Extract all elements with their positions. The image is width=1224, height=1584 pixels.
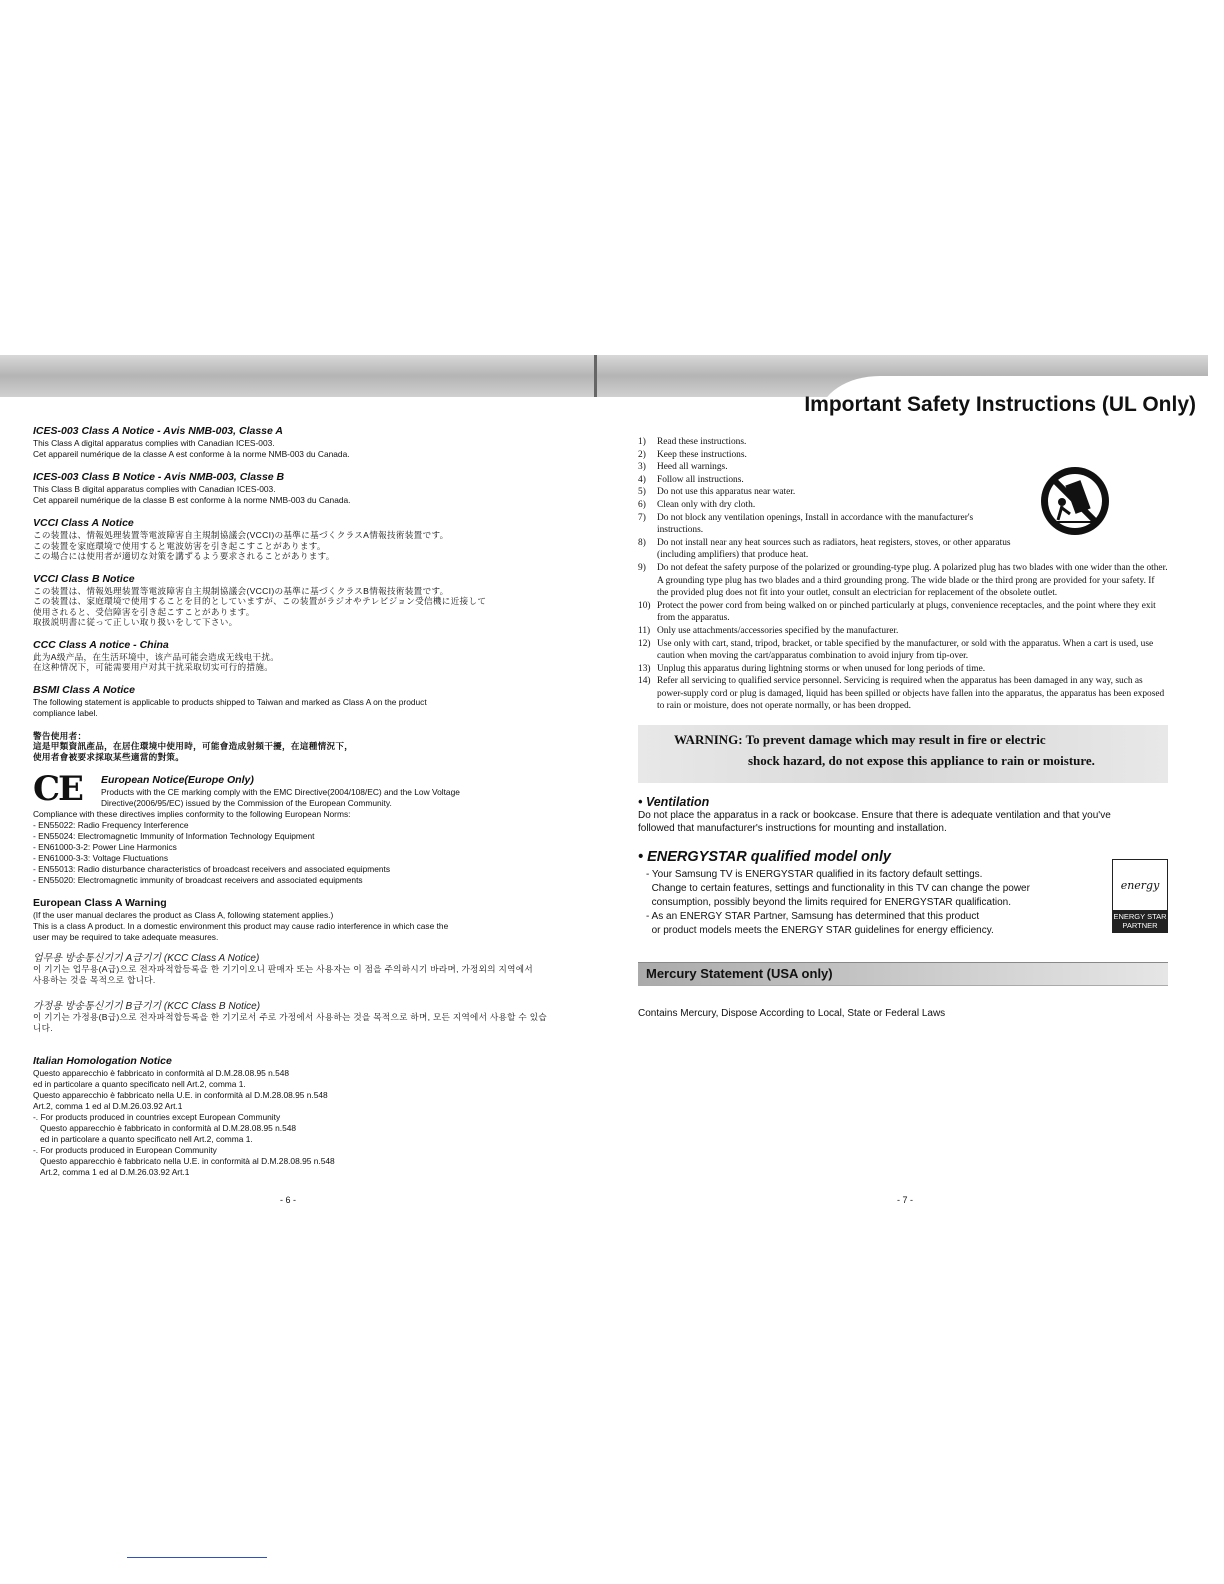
instruction-text: Refer all servicing to qualified service personnel. Servicing is required when the apparatus has been damaged in any way, such as power-supply cord or plug is damaged, liquid has been spilled or objects have fallen into the apparatus, the apparatus has been exposed to rain or moisture, does not operate normally, or has been dropped. [657,676,1165,712]
warning-line-2: shock hazard, do not expose this appliance to rain or moisture. [748,753,1095,769]
instruction-number: 4) [638,474,646,485]
instruction-item [638,512,1168,537]
safety-instructions-list [638,436,1168,713]
instruction-text: Only use attachments/accessories specified by the manufacturer. [657,625,899,636]
ce-body: Products with the CE marking comply with the EMC Directive(2004/108/EC) and the Low Voltage Directive(2006/95/EC) issued by the Commission of the European Community. [101,787,460,808]
warning-line-1: WARNING: To prevent damage which may result in fire or electric [674,732,1046,748]
instruction-item [638,537,1168,562]
instruction-text: Unplug this apparatus during lightning storms or when unused for long periods of time. [657,663,986,674]
vcci-b-heading: VCCI Class B Notice [33,572,135,585]
mercury-body: Contains Mercury, Dispose According to Local, State or Federal Laws [638,1008,946,1020]
instruction-item [638,449,1168,462]
energystar-section [638,849,1168,938]
bsmi-heading: BSMI Class A Notice [33,683,135,696]
kcc-b-heading: 가정용 방송통신기기 B급기기 (KCC Class B Notice) [33,1001,261,1012]
instruction-number: 11) [638,625,651,636]
instruction-text: Clean only with dry cloth. [657,499,756,510]
kcc-a-heading: 업무용 방송통신기기 A급기기 (KCC Class A Notice) [33,953,260,964]
instruction-number: 8) [638,537,646,548]
ventilation-body: Do not place the apparatus in a rack or bookcase. Ensure that there is adequate ventilation and that you've followed that manufacturer's instructions for mounting and installation. [638,810,1111,835]
energy-star-logo-label: ENERGY STAR PARTNER [1113,912,1167,931]
page-number-right: - 7 - [897,1195,914,1205]
instruction-number: 6) [638,499,646,510]
right-page-content [638,436,1168,1019]
energy-star-logo-script: energy [1120,878,1160,892]
kcc-b-body: 이 기기는 가정용(B급)으로 전자파적합등록을 한 기기로서 주로 가정에서 사용하는 것을 목적으로 하며, 모든 지역에서 사용할 수 있습니다. [33,1012,547,1033]
instruction-number: 10) [638,600,651,611]
instruction-item [638,486,1168,499]
bsmi-cjk-warning: 警告使用者： 這是甲類資訊產品，在居住環境中使用時，可能會造成射頻干擾，在這種情況下， 使用者會被要求採取某些適當的對策。 [33,730,354,762]
instruction-number: 1) [638,437,646,447]
instruction-text: Do not block any ventilation openings, Install in accordance with the manufacturer's instructions. [657,512,974,536]
instruction-number: 7) [638,512,646,523]
vcci-a-heading: VCCI Class A Notice [33,517,134,529]
instruction-item [638,436,1168,449]
instruction-item [638,600,1168,625]
italian-body: Questo apparecchio è fabbricato in conformità al D.M.28.08.95 n.548 ed in particolare a quanto specificato nell Art.2, comma 1. Questo apparecchio è fabbricato nella U.E. in conformità al D.M.28.08.95 n.548 Art.2, comma 1 ed al D.M.26.03.92 Art.1 -. For products produced in countries except European Community Questo apparecchio è fabbricato in conformità al D.M.28.08.95 n.548 ed in particolare a quanto specificato nell Art.2, comma 1. -. For products produced in European Community Questo apparecchio è fabbricato nella U.E. in conformità al D.M.28.08.95 n.548 Art.2, comma 1 ed al D.M.26.03.92 Art.1 [33,1068,335,1177]
instruction-number: 13) [638,663,651,674]
vcci-b-body: この装置は、情報処理装置等電波障害自主規制協議会(VCCI)の基準に基づくクラスB情報技術装置です。 この装置は、家庭環境で使用することを目的としていますが、この装置がラジオやテレビジョン受信機に近接して 使用されると、受信障害を引き起こすことがあります。 取扱説明書に従って正しい取り扱いをして下さい。 [33,585,487,627]
instruction-text: Follow all instructions. [657,474,744,485]
page-title: Important Safety Instructions (UL Only) [804,393,1196,416]
warning-box [638,725,1168,783]
instruction-number: 9) [638,562,646,573]
ices-a-heading: ICES-003 Class A Notice - Avis NMB-003, Classe A [33,425,283,437]
instruction-text: Use only with cart, stand, tripod, bracket, or table specified by the manufacturer, or sold with the apparatus. When a cart is used, use caution when moving the cart/apparatus combination to avoid injury from tip-over. [657,638,1154,662]
instruction-number: 14) [638,676,651,687]
instruction-text: Keep these instructions. [657,449,747,460]
footer-rule [127,1557,267,1558]
instruction-text: Do not use this apparatus near water. [657,487,796,498]
instruction-item [638,675,1168,713]
instruction-number: 5) [638,487,646,498]
instruction-text: Read these instructions. [657,437,747,447]
instruction-number: 12) [638,638,651,649]
ce-notice [33,769,553,809]
instruction-text: Do not defeat the safety purpose of the polarized or grounding-type plug. A polarized plug has two blades with one wider than the other. A grounding type plug has two blades and a third grounding prong. The wide blade or the third prong are provided for your safety. If the provided plug does not fit into your outlet, consult an electrician for replacement of the obsolete outlet. [657,562,1168,599]
header-band-left [0,355,594,397]
instruction-item [638,499,1168,512]
instruction-number: 3) [638,462,646,473]
instruction-text: Do not install near any heat sources such as radiators, heat registers, stoves, or other apparatus (including amplifiers) that produce heat. [657,537,1011,561]
energy-star-logo [1112,859,1168,933]
instruction-item [638,663,1168,676]
ices-b-body: This Class B digital apparatus complies with Canadian ICES-003. Cet appareil numérique de la classe B est conforme à la norme NMB-003 du Canada. [33,484,351,505]
bsmi-body: The following statement is applicable to products shipped to Taiwan and marked as Class A on the product compliance label. [33,696,427,718]
kcc-a-body: 이 기기는 업무용(A급)으로 전자파적합등록을 한 기기이오니 판매자 또는 사용자는 이 점을 주의하시기 바라며, 가정외의 지역에서 사용하는 것을 목적으로 합니다. [33,964,533,985]
instruction-item [638,562,1168,600]
instruction-number: 2) [638,449,646,460]
energystar-body: - Your Samsung TV is ENERGYSTAR qualified in its factory default settings. Change to certain features, settings and functionality in this TV can change the power consumption, possibly beyond the limits required for ENERGYSTAR qualification. - As an ENERGY STAR Partner, Samsung has determined that this product or product models meets the ENERGY STAR guidelines for energy efficiency. [646,869,1030,937]
instruction-item [638,638,1168,663]
page-number-left: - 6 - [280,1195,297,1205]
ce-text [101,772,553,809]
italian-heading: Italian Homologation Notice [33,1055,172,1067]
ce-norms-list: Compliance with these directives implies conformity to the following European Norms: - EN55022: Radio Frequency Interference - EN55024: Electromagnetic Immunity of Information Technology Equipment - EN61000-3-2: Power Line Harmonics - EN61000-3-3: Voltage Fluctuations - EN55013: Radio disturbance characteristics of broadcast receivers and associated equipments - EN55020: Electromagnetic immunity of broadcast receivers and associated equipments [33,809,391,885]
instruction-item [638,625,1168,638]
left-page-content [33,425,553,1178]
vcci-a-body: この装置は、情報処理装置等電波障害自主規制協議会(VCCI)の基準に基づくクラスA情報技術装置です。 この装置を家庭環境で使用すると電波妨害を引き起こすことがあります。 この場合には使用者が適切な対策を講ずるよう要求されることがあります。 [33,530,449,561]
ventilation-heading: • Ventilation [638,795,710,810]
ices-b-heading: ICES-003 Class B Notice - Avis NMB-003, Classe B [33,471,285,483]
ccc-heading: CCC Class A notice - China [33,638,169,651]
ices-a-body: This Class A digital apparatus complies with Canadian ICES-003. Cet appareil numérique de la classe A est conforme à la norme NMB-003 du Canada. [33,438,350,459]
instruction-item [638,461,1168,474]
mercury-heading: Mercury Statement (USA only) [638,962,1168,986]
eu-class-a-body: (If the user manual declares the product as Class A, following statement applies.) This is a class A product. In a domestic environment this product may cause radio interference in which case the user may be required to take adequate measures. [33,910,449,942]
ccc-body: 此为A级产品，在生活环境中，该产品可能会造成无线电干扰。 在这种情况下，可能需要用户对其干扰采取切实可行的措施。 [33,651,280,672]
instruction-text: Protect the power cord from being walked on or pinched particularly at plugs, convenience receptacles, and the point where they exit from the apparatus. [657,600,1156,624]
ce-mark-icon: CE [33,769,82,809]
instruction-item [638,474,1168,487]
instruction-text: Heed all warnings. [657,462,728,473]
eu-class-a-heading: European Class A Warning [33,897,167,909]
energystar-heading: • ENERGYSTAR qualified model only [638,849,891,866]
ce-heading: European Notice(Europe Only) [101,774,254,786]
